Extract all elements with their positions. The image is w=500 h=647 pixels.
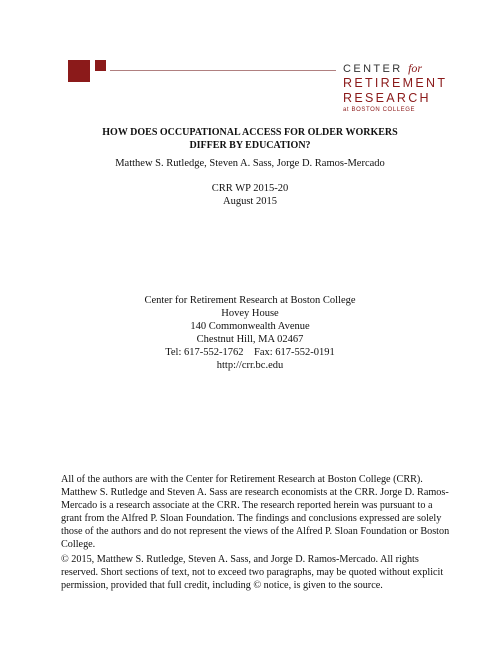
header-rule bbox=[110, 70, 336, 71]
logo-line-center: CENTER bbox=[343, 63, 403, 75]
logo-line-research: RESEARCH bbox=[343, 91, 431, 105]
working-paper-number: CRR WP 2015-20 bbox=[211, 183, 289, 194]
disclosure-paragraph: All of the authors are with the Center for Retirement Research at Boston College (CRR). Matthew S. Rutledge and Steven A. Sass are research economists at the CRR. Jorge D. Ramos- Mercado is a research associate at the CRR. The research reported herein was pursuant to a grant from the Alfred P. Sloan Foundation. The findings and conclusions expressed are solely those of the authors and do not represent the views of the Alfred P. Sloan Foundation or Boston College. bbox=[61, 474, 450, 550]
logo-line-for: for bbox=[408, 61, 423, 75]
paper-authors: Matthew S. Rutledge, Steven A. Sass, Jorge D. Ramos-Mercado bbox=[115, 158, 385, 169]
crr-logo bbox=[343, 62, 453, 114]
website-link[interactable]: http://crr.bc.edu bbox=[216, 360, 284, 371]
logo-line-boston-college: at BOSTON COLLEGE bbox=[343, 107, 416, 113]
working-paper-info bbox=[0, 182, 500, 208]
working-paper-date: August 2015 bbox=[223, 196, 277, 207]
logo-square-large bbox=[68, 60, 90, 82]
logo-line-retirement: RETIREMENT bbox=[343, 76, 448, 90]
logo-square-small bbox=[95, 60, 106, 71]
copyright-paragraph: © 2015, Matthew S. Rutledge, Steven A. Sass, and Jorge D. Ramos-Mercado. All rights reserved. Short sections of text, not to exceed two paragraphs, may be quoted without explicit permission, provided that full credit, including © notice, is given to the source. bbox=[61, 554, 444, 591]
paper-title: HOW DOES OCCUPATIONAL ACCESS FOR OLDER WORKERS DIFFER BY EDUCATION? bbox=[102, 127, 398, 151]
address-block: Center for Retirement Research at Boston College Hovey House 140 Commonwealth Avenue Chestnut Hill, MA 02467 Tel: 617-552-1762 Fax: 617-552-0191 http://crr.bc.edu bbox=[0, 294, 500, 372]
